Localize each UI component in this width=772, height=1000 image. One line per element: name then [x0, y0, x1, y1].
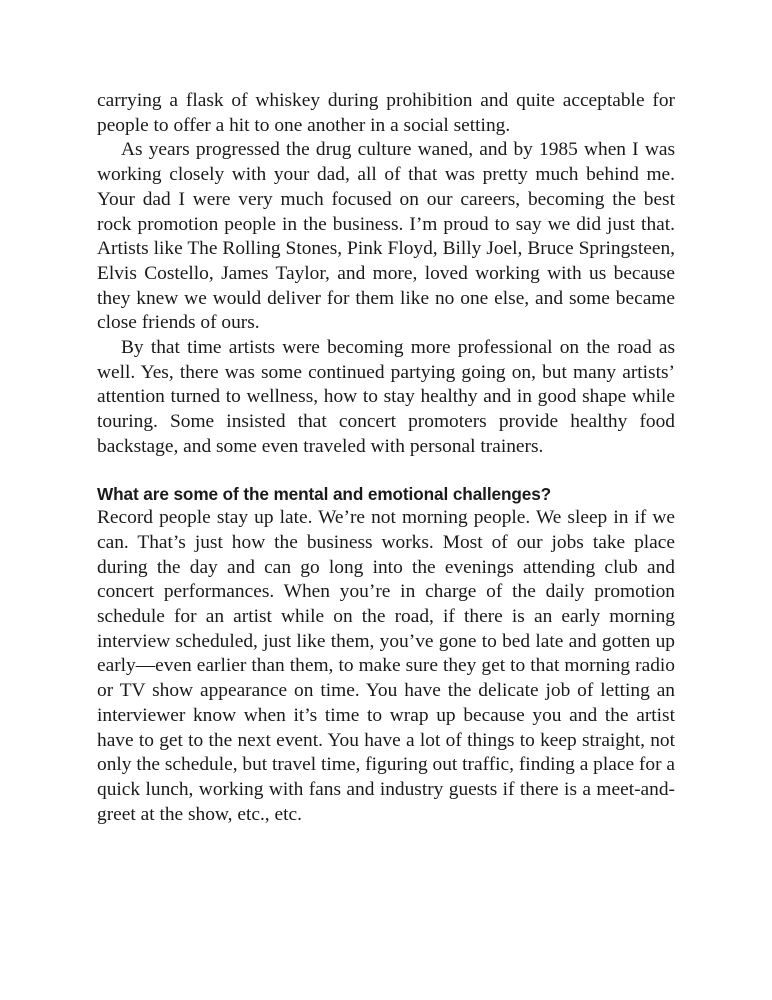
book-page [97, 89, 675, 827]
paragraph-continued: carrying a flask of whiskey during prohibition and quite acceptable for people to offer a hit to one another in a social setting. [97, 90, 675, 136]
paragraph-wellness: By that time artists were becoming more professional on the road as well. Yes, there was some continued partying going on, but many artists’ attention turned to wellness, how to stay healthy and in good shape while touring. Some insisted that concert promoters provide healthy food backstage, and some even traveled with personal trainers. [97, 337, 675, 457]
paragraph-drug-culture: As years progressed the drug culture waned, and by 1985 when I was working closely with your dad, all of that was pretty much behind me. Your dad I were very much focused on our careers, becoming the best rock promotion people in the business. I’m proud to say we did just that. Artists like The Rolling Stones, Pink Floyd, Billy Joel, Bruce Springsteen, Elvis Costello, James Taylor, and more, loved working with us because they knew we would deliver for them like no one else, and some became close friends of ours. [97, 139, 675, 334]
question-heading: What are some of the mental and emotional challenges? [97, 483, 552, 504]
paragraph-answer: Record people stay up late. We’re not morning people. We sleep in if we can. That’s just how the business works. Most of our jobs take place during the day and can go long into the evenings attending club and concert performances. When you’re in charge of the daily promotion schedule for an artist while on the road, if there is an early morning interview scheduled, just like them, you’ve gone to bed late and gotten up early—even earlier than them, to make sure they get to that morning radio or TV show appearance on time. You have the delicate job of letting an interviewer know when it’s time to wrap up because you and the artist have to get to the next event. You have a lot of things to keep straight, not only the schedule, but travel time, figuring out traffic, finding a place for a quick lunch, working with fans and industry guests if there is a meet-and-greet at the show, etc., etc. [97, 507, 675, 825]
